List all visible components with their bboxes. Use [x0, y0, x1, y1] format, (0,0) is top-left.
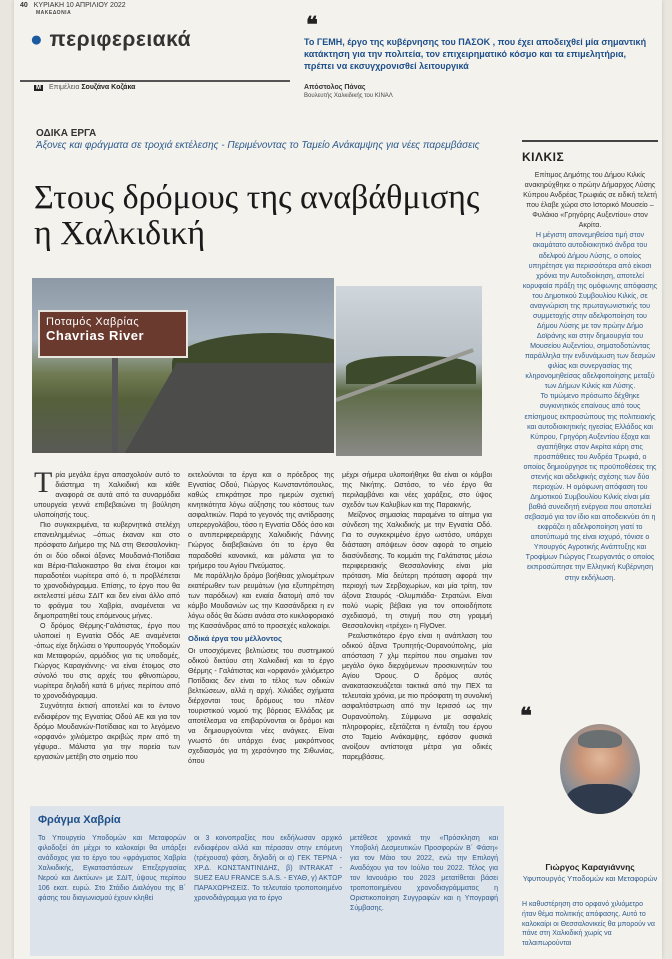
issue-date: ΚΥΡΙΑΚΗ 10 ΑΠΡΙΛΙΟΥ 2022 [33, 2, 126, 9]
minister-quote: Η καθυστέρηση στο ορφανό χιλιόμετρο ήταν θέμα πολιτικής απόφασης. Αυτό το καλοκαίρι οι Θεσσαλονικείς θα μπορούν να πάνε στη Χαλκιδική χωρίς να ταλαιπωρούνται [522, 901, 655, 948]
road-guardrail-photo [336, 286, 482, 456]
editor-label: Επιμέλεια [48, 84, 80, 91]
bullet-dot-icon: ● [30, 28, 44, 51]
drop-cap: Τ [34, 470, 53, 499]
article-column-2 [188, 470, 334, 800]
article-paragraph: Με παράλληλο δρόμο βοήθειας χιλιομέτρων εκατέρωθεν των ρευμάτων (για εξυπηρέτηση των παρόδιων) και ενιαία διατομή από τον κόμβο Μουδανιών ως την Κασσάνδρεια η εν λόγω οδός θα δώσει ανάσα στο κυκλοφοριακό της Κασσάνδρας από το προσεχές καλοκαίρι. [188, 571, 334, 630]
photo-road [107, 363, 334, 453]
double-quote-icon: ❝ [306, 12, 318, 37]
river-sign-english: Chavrias River [46, 328, 145, 343]
editor-name: Σουζάνα Κοζάκα [81, 84, 136, 91]
sidebar-paragraph: Επίτιμος Δημότης του Δήμου Κιλκίς ανακηρύχθηκε ο πρώην Δήμαρχος Λύσης Κύπρου Ανδρέας Τρωφιάς σε ειδική τελετή που έλαβε χώρα στο Ιστορικό Μουσείο – Φυλάκιο «Γρηγόρης Αυξεντίου» στον Ακρίτα. [523, 171, 657, 230]
double-quote-icon: ❝ [520, 703, 532, 728]
sidebar-title: ΚΙΛΚΙΣ [522, 150, 565, 164]
article-paragraph: Πιο συγκεκριμένα, τα κυβερνητικά στελέχη επανειλημμένως –όπως έκαναν και στο πρόσφατο Διήμερο της ΝΔ στη Θεσσαλονίκη- ότι οι δύο οδικοί άξονες Μουδανιά-Ποτίδαια και Βέρια-Παλιοκαστρο θα είναι έτοιμοι και παραδοτέοι νωρίτερα από ό, τι προβλέπεται το χρονοδιάγραμμα. Επίσης, το έργο που θα εκτελεστεί μέσω ΣΔΙΤ και δεν είναι άλλο από το φράγμα του Χαβρία, αναμένεται να δημοπρατηθεί τους επόμενους μήνες. [34, 521, 180, 620]
section-title [30, 28, 191, 52]
box-column-1: Το Υπουργείο Υποδομών και Μεταφορών φιλοδοξεί ότι μέχρι το καλοκαίρι θα υπάρξει ανάδοχος για το έργο του «φράγματος Χαβρία Χαλκιδικής, Εγκαταστάσεων Επεξεργασίας Νερού και Δικτύων» με ΣΔΙΤ, ύψους περίπου 106 εκατ. ευρώ. Στο Στάδιο Διαλόγου της Β΄ φάσης του διαγωνισμού έχουν κληθεί [38, 835, 186, 902]
article-kicker: ΟΔΙΚΑ ΕΡΓΑ [36, 128, 97, 139]
sidebar-paragraph: Η μέγιστη απονεμηθείσα τιμή στον ακαμάτατο αυτοδιοικητικό άνδρα του αδελφού Δήμου Λύσης, ο οποίος υπηρέτησε για περισσότερα από είκοσι χρόνια την Αυτοδιοίκηση, αποτελεί κορυφαία πράξη της ομόφωνης απόφασης του Δημοτικού Συμβουλίου Κιλκίς, σε αναγνώριση της πρωταγωνιστικής του συμμετοχής στην αδελφοποίηση του Δήμου Λύσης με τον πρώην Δήμο Δοϊράνης και στην δημιουργία του Μουσείου Αυξεντίου, σηματοδοτώντας παράλληλα την ενδυνάμωση των δεσμών φιλίας και συνεργασίας της κληρονομηθείσας αδελφοποίησης μεταξύ των Δήμων Κιλκίς και Λύσης. [522, 231, 658, 391]
box-title: Φράγμα Χαβρία [38, 814, 121, 826]
river-sign-photo [32, 278, 334, 453]
article-paragraph: Τρία μεγάλα έργα απασχολούν αυτό το διάστημα τη Χαλκιδική και κάθε αναφορά σε αυτά από τα συναρμόδια υπουργεία γεννά επιβεβαιώνει τη βούληση υλοποίησής τους. [34, 470, 180, 520]
page-header-line [20, 2, 126, 9]
newspaper-logo-icon: M [36, 85, 41, 91]
article-subtitle: Άξονες και φράγματα σε τροχιά εκτέλεσης - Περιμένοντας το Ταμείο Ανάκαμψης για νέες παρεμβάσεις [36, 140, 480, 151]
top-divider [20, 80, 290, 82]
sidebar-divider [522, 140, 658, 142]
article-paragraph: Συχνότητα έκτισή αποτελεί και το έντονο ενδιαφέρον της Εγνατίας Οδού ΑΕ και για τον δρόμο Μουδανιών-Ποτίδαιας και το λεγόμενο «ορφανό» χιλιόμετρο ακριβώς πριν από τη γέφυρα.. Μάλιστα για την πορεία των εργασιών μετέβη στο σημείο που [34, 702, 180, 761]
portrait-hair [578, 730, 622, 748]
river-sign [38, 310, 188, 358]
sidebar-article [522, 170, 658, 681]
header-quote-author: Απόστολος Πάνας [304, 84, 366, 91]
editor-credit [34, 84, 135, 91]
newspaper-brand: ΜΑΚΕΔΟΝΙΑ [36, 10, 72, 16]
article-column-3 [342, 470, 492, 800]
box-column-2: οι 3 κοινοπραξίες που εκδήλωσαν αρχικό ενδιαφέρον αλλά και πέρασαν στην επόμενη (τρέχουσα) φάση, δηλαδή οι α) ΓΕΚ ΤΕΡΝΑ - ΧΡ.Δ. ΚΩΝΣΤΑΝΤΙΝΙΔΗΣ, β) INTRAKAT - SUEZ EAU FRANCE S.A.S. - ΕΥΑΘ, γ) ΑΚΤΩΡ ΠΑΡΑΧΩΡΗΣΕΙΣ. Το τελευταίο τροποποιημένο χρονοδιάγραμμα για το έργο [194, 835, 342, 902]
article-subhead: Οδικά έργα του μέλλοντος [188, 634, 282, 643]
article-paragraph: Ο δρόμος Θέρμης-Γαλάτιστας, έργο που υλοποιεί η Εγνατία Οδός ΑΕ αναμένεται -όπως είχε δηλώσει ο Υφυπουργός Υποδομών και Μεταφορών, αρμόδιος για τις υποδομές, Γιώργος Καραγιάννης- να είναι έτοιμος στο σύνολό του στις αρχές του φθινοπώρου, νωρίτερα δηλαδή κατά 6 μήνες περίπου από το χρονοδιάγραμμα. [34, 621, 180, 701]
river-sign-greek: Ποταμός Χαβρίας [46, 316, 140, 328]
sidebar-paragraph: Το τιμώμενο πρόσωπο δέχθηκε συγκινητικός επαίνους από τους επίσημους εκπροσώπους της πολιτειακής και αυτοδιοικητικής ηγεσίας Ελλάδος και Κύπρου, Γρηγόρη Αυξεντίου έξοχα και αγαπήθηκε στον Ακρίτα κάρη στις προσπάθειες του Ανδρέα Τρωφιά, ο οποίος δημιούργησε τις προϋποθέσεις της στενής και αδελφικής σχέσης των δύο περιοχών. Η ομόφωνη απόφαση του Δημοτικού Συμβουλίου Κιλκίς είναι μία βαθιά συνειδητή ενέργεια που αποτελεί σεβασμό για τον ίδιο και αποδεικνύει ότι η εκφράζει η αδελφοποίηση γιατί το αποτύπωμά της είναι ισχυρό, τόνισε ο Υπουργός Αγροτικής Ανάπτυξης και Τροφίμων Γιώργος Γεωργαντάς ο οποίος εκπροσώπησε την Ελληνική Κυβέρνηση στην εκδήλωση. [523, 392, 657, 582]
article-paragraph: Μείζονος σημασίας παραμένει το αίτημα για σύνδεση της Χαλκιδικής με την Εγνατία Οδό. Για το συγκεκριμένο έργο ωστόσο, υπάρχει διάσταση απόψεων όσον αφορά το σημείο διασύνδεσης. Το κομμάτι της Γαλάτιστας μέσω περιφερειακής Θεσσαλονίκης είναι μία πρόταση. Μία δεύτερη πρόταση αφορά την περιοχή των Σερβοχωρίων, και μία τρίτη, τον άξονα Σταυρός -Ολυμπιάδα- Στρατώνι. Είναι πολύ νωρίς βέβαια για τον οποιοδήποτε σχεδιασμό, τη στιγμή που στη γραμμή Θεσσαλονίκη «τρέχει» η FlyOver. [342, 511, 492, 630]
article-paragraph: εκτελούνται τα έργα και ο πρόεδρος της Εγνατίας Οδού, Γιώργος Κωνσταντόπουλος, καθώς επικράτησε προ ημερών σχετική κινητικότητα λόγω αύξησης του κόστους των ασφαλτικών. Παρά το γεγονός της αντίδρασης υπερεργολάβου, τόσο η Εγνατία Οδός όσο και ο αντιπεριφερειάρχης Χαλκιδικής Γιάννης Γιώργος διαβεβαιώνει ότι το έργο θα παραδοθεί κανονικά, και μάλιστα για το τριήμερο του Αγίου Πνεύματος. [188, 471, 334, 570]
minister-portrait [560, 724, 640, 814]
dam-info-box [30, 806, 504, 956]
minister-role: Υφυπουργός Υποδομών και Μεταφορών [522, 874, 658, 883]
minister-name: Γιώργος Καραγιάννης [545, 862, 635, 872]
photo-sign-pole [112, 358, 118, 453]
header-quote-role: Βουλευτής Χαλκιδικής του ΚΙΝΑΛ [304, 93, 393, 99]
article-paragraph: Ρεαλιστικότερο έργο είναι η ανάπλαση του οδικού άξονα Τρυπητής-Ουρανούπολης, μία απόσταση 7 χλμ περίπου που σημαίνει τον μεγάλο όγκο διερχόμενων προσκυνητών του Αγίου Όρους. Ο δρόμος αυτός ανακατασκευάζεται τακτικά από την ΠΕΧ τα τελευταία χρόνια, με πιο πρόσφατη τη συνολική ασφαλτόστρωση από την Ιερισσό ως την Ουρανούπολη. Σύμφωνα με ασφαλείς πληροφορίες, εξετάζεται η ένταξη του έργου στο Ταμείο Ανάκαμψης, εφόσον φυσικά ανοίξουν αντίστοιχα μέτρα για οδικές παρεμβάσεις. [342, 632, 492, 761]
header-quote: Το ΓΕΜΗ, έργο της κυβέρνησης του ΠΑΣΟΚ , που έχει αποδειχθεί μία σημαντική κατάκτηση για την πολιτεία, τον επιχειρηματικό κόσμο και τα επιμελητήρια, πρέπει να εκσυγχρονισθεί λειτουργικά [304, 37, 647, 72]
box-column-3: μετέθεσε χρονικά την «Πρόσκληση και Υποβολή Δεσμευτικών Προσφορών Β΄ Φάση» για τον Μάιο του 2022, ενώ την Επιλογή Αναδόχου για τον Ιούλιο του 2022. Τέλος για τον Ιανουάριο του 2023 μετατίθεται βάσει τροποποιημένου χρονοδιαγράμματος η Οριστικοποίηση Συγγραφών και η Υπογραφή Σύμβασης. [350, 835, 498, 912]
portrait-suit [566, 784, 634, 814]
article-headline: Στους δρόμους της αναβάθμισης η Χαλκιδική [34, 179, 480, 252]
article-column-1 [34, 470, 180, 800]
article-paragraph: μέχρι σήμερα υλοποιήθηκε θα είναι οι κόμβοι της Νικήτης. Ωστόσο, το νέο έργο θα περιλαμβάνει και νέες χαράξεις, στο ύψος σχεδόν των Καλυβίων και της Παρακινής. [342, 471, 492, 510]
newspaper-page [14, 0, 662, 959]
page-number: 40 [20, 2, 28, 9]
section-title-text: περιφερειακά [49, 28, 192, 51]
article-paragraph: Οι υποσχόμενες βελτιώσεις του συστημικού οδικού δικτύου στη Χαλκιδική και το έργο Θέρμης - Γαλάτιστας και «ορφανό» χιλιόμετρο Ποτίδαιας δεν είναι το τέλος των οδικών βελτιώσεων, αλλά η αρχή. Χιλιάδες σχήματα διέρχονται τους δρόμους του πλέον τουριστικού νομού της βόρειας Ελλάδας με αποτέλεσμα να επιβαρύνονται οι δρόμοι και να δημιουργούνται νέες ανάγκες. Είναι γνωστό ότι υπάρχει ένας μακρόπνοος σχεδιασμός για τη χερσόνησο της Σιθωνίας, όπου [188, 646, 334, 766]
